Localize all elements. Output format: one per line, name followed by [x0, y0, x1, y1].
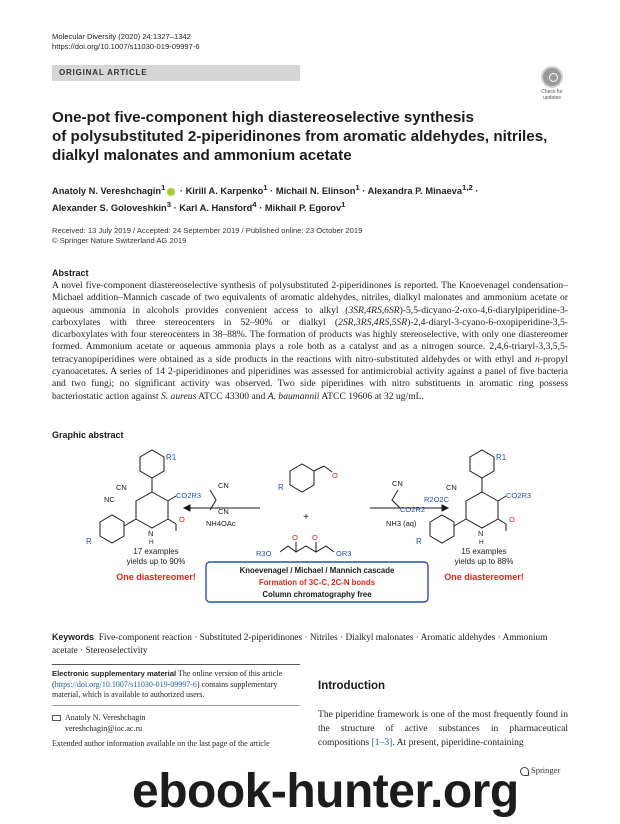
- malononitrile-cn-bottom: CN: [218, 507, 229, 516]
- keywords-label: Keywords: [52, 632, 95, 642]
- publication-dates: Received: 13 July 2019 / Accepted: 24 September 2019 / Published online: 23 October 2019 © Springer Nature Switzerland AG 2019: [52, 226, 363, 245]
- malonate-o-right: O: [312, 533, 318, 542]
- nh4oac-label: NH4OAc: [206, 519, 236, 528]
- footnote-divider-2: [52, 705, 300, 706]
- watermark: ebook-hunter.org: [132, 765, 519, 818]
- graphic-abstract-scheme: [80, 446, 560, 620]
- nh3-label: NH3 (aq): [386, 519, 417, 528]
- introduction-text: The piperidine framework is one of the most frequently found in the structure of active substances in pharmaceutical compositions [1–3]. At present, piperidine-containing: [318, 709, 568, 748]
- copyright: © Springer Nature Switzerland AG 2019: [52, 236, 187, 245]
- right-n-label: N: [478, 529, 484, 538]
- aldehyde-ring: [290, 464, 314, 492]
- left-h-label: H: [149, 539, 154, 546]
- right-piperidinone-ring: [466, 492, 498, 528]
- check-for-updates-button[interactable]: [536, 66, 568, 100]
- springer-horse-icon: [520, 767, 529, 776]
- doi-link[interactable]: https://doi.org/10.1007/s11030-019-09997-6: [52, 42, 200, 51]
- left-aryl-ring-top: [140, 450, 164, 478]
- right-r-label: R: [416, 537, 422, 546]
- right-r1-label: R1: [496, 453, 507, 462]
- left-r-label: R: [86, 537, 92, 546]
- right-cn-label: CN: [446, 483, 457, 492]
- footnote-divider: [52, 664, 300, 665]
- abstract-heading: Abstract: [52, 268, 89, 278]
- aldehyde-o-label: O: [332, 471, 338, 480]
- cyanoacetate-cn-label: CN: [392, 479, 403, 488]
- malonate-r3o-label: R3O: [256, 549, 272, 558]
- check-updates-caption: Check for updates: [541, 89, 563, 101]
- left-carbonyl-o: O: [179, 515, 185, 524]
- left-arrow-head: [184, 505, 190, 511]
- right-arrow-head: [442, 505, 448, 511]
- chromatography-note: Column chromatography free: [262, 590, 372, 599]
- author-name[interactable]: · Michail N. Elinson: [267, 186, 356, 197]
- bond-formation-note: Formation of 3C-C, 2C-N bonds: [258, 578, 376, 587]
- section-label-bar: [52, 65, 300, 81]
- article-title: One-pot five-component high diastereoselective synthesis of polysubstituted 2-piperidinones from aromatic aldehydes, nitriles, dialkyl malonates and ammonium acetate: [52, 109, 548, 164]
- left-n-label: N: [148, 529, 154, 538]
- right-aryl-ring-bottom: [430, 515, 454, 543]
- corresponding-email[interactable]: vereshchagin@ioc.ac.ru: [65, 723, 143, 733]
- reference-link[interactable]: [1–3]: [371, 736, 393, 748]
- graphic-abstract-heading: Graphic abstract: [52, 430, 124, 440]
- corresponding-author: [52, 713, 300, 734]
- cyanoacetate-co2r2-label: CO2R2: [400, 505, 426, 514]
- left-nc-label: NC: [104, 495, 115, 504]
- right-carbonyl-o: O: [509, 515, 515, 524]
- supplementary-link[interactable]: https://doi.org/10.1007/s11030-019-09997-6: [54, 679, 197, 689]
- right-example-count: 15 examples: [461, 547, 507, 556]
- publisher-logo: Springer: [520, 765, 560, 776]
- journal-citation: [52, 32, 200, 52]
- malonate-o-left: O: [292, 533, 298, 542]
- left-r1-label: R1: [166, 453, 177, 462]
- plus-sign: +: [303, 512, 309, 523]
- left-diastereomer-note: One diastereomer!: [116, 572, 196, 582]
- author-name[interactable]: · Alexandra P. Minaeva: [359, 186, 463, 197]
- introduction-heading: Introduction: [318, 680, 386, 692]
- left-example-count: 17 examples: [133, 547, 179, 556]
- aldehyde-r-label: R: [278, 483, 284, 492]
- left-cn-label: CN: [116, 483, 127, 492]
- right-co2r3-label: CO2R3: [506, 491, 532, 500]
- author-name[interactable]: · Mikhail P. Egorov: [256, 203, 342, 214]
- malonate-or3-label: OR3: [336, 549, 352, 558]
- left-aryl-ring-bottom: [100, 515, 124, 543]
- right-aryl-ring-top: [470, 450, 494, 478]
- right-h-label: H: [479, 539, 484, 546]
- corresponding-name: Anatoly N. Vereshchagin: [65, 713, 146, 722]
- extended-author-info: Extended author information available on the last page of the article: [52, 739, 270, 748]
- left-co2r3-label: CO2R3: [176, 491, 202, 500]
- right-r2o2c-label: R2O2C: [424, 495, 450, 504]
- cascade-title: Knoevenagel / Michael / Mannich cascade: [239, 566, 395, 575]
- author-name[interactable]: · Karl A. Hansford: [171, 203, 253, 214]
- right-diastereomer-note: One diastereomer!: [444, 572, 524, 582]
- left-yield: yields up to 90%: [126, 557, 186, 566]
- left-piperidinone-ring: [136, 492, 168, 528]
- check-updates-icon: [541, 66, 563, 88]
- supplementary-note: Electronic supplementary material The online version of this article (https://doi.org/10.1007/s11030-019-09997-6) contains supplementary material, which is available to authorized users.: [52, 669, 283, 699]
- author-name[interactable]: Anatoly N. Vereshchagin: [52, 186, 162, 197]
- keywords: Keywords Five-component reaction · Substituted 2-piperidinones · Nitriles · Dialkyl malonates · Aromatic aldehydes · Ammonium acetate · Stereoselectivity: [52, 632, 548, 656]
- section-label: ORIGINAL ARTICLE: [59, 68, 148, 77]
- orcid-icon[interactable]: [167, 188, 175, 196]
- journal-volume: Molecular Diversity (2020) 24:1327–1342: [52, 32, 191, 41]
- malononitrile-cn-top: CN: [218, 481, 229, 490]
- abstract-text: A novel five-component diastereoselective synthesis of polysubstituted 2-piperidinones is reported. The Knoevenagel condensation–Michael addition–Mannich cascade of two equivalents of aromatic aldehydes, nitriles, dialkyl malonates and ammonium acetate or aqueous ammonia in alcohols provides convenient access to alkyl (3SR,4RS,6SR)-5,5-dicyano-2-oxo-4,6-diarylpiperidine-3-carboxylates with three stereocenters in 52–90% or dialkyl (2SR,3RS,4RS,5SR)-2,4-diaryl-3-cyano-6-oxopiperidine-3,5-dicarboxylates with four stereocenters in 38–88%. The formation of products was highly stereoselective, with only one diastereomer formed. Ammonium acetate or aqueous ammonia plays a role both as a catalyst and as a nitrogen source. 2,4,6-triaryl-3,3,5,5-tetracyanopiperidines were obtained as a side products in the reactions with nitro-substituted aldehydes or with ethyl and n-propyl cyanoacetates. A series of 14 2-piperidinones and piperidines was assessed for antimicrobial activity against a panel of five bacteria and two fungi; no significant activity was observed. Two side piperidines with nitro substituents in aromatic ring possess bacteriostatic action against S. aureus ATCC 43300 and A. baumannii ATCC 19606 at 32 ug/mL.: [52, 280, 568, 402]
- right-yield: yields up to 88%: [454, 557, 514, 566]
- author-name[interactable]: · Kirill A. Karpenko: [177, 186, 264, 197]
- author-name[interactable]: Alexander S. Goloveshkin: [52, 203, 167, 214]
- author-list: Anatoly N. Vereshchagin$^1$ · Kirill A. Karpenko$^1$ · Michail N. Elinson$^1$ · Alexandra P. Minaeva$^{1,2}$ · Alexander S. Goloveshkin$^3$ · Karl A. Hansford$^4$ · Mikhail P. Egorov$^1$: [52, 183, 479, 214]
- envelope-icon: [52, 715, 61, 721]
